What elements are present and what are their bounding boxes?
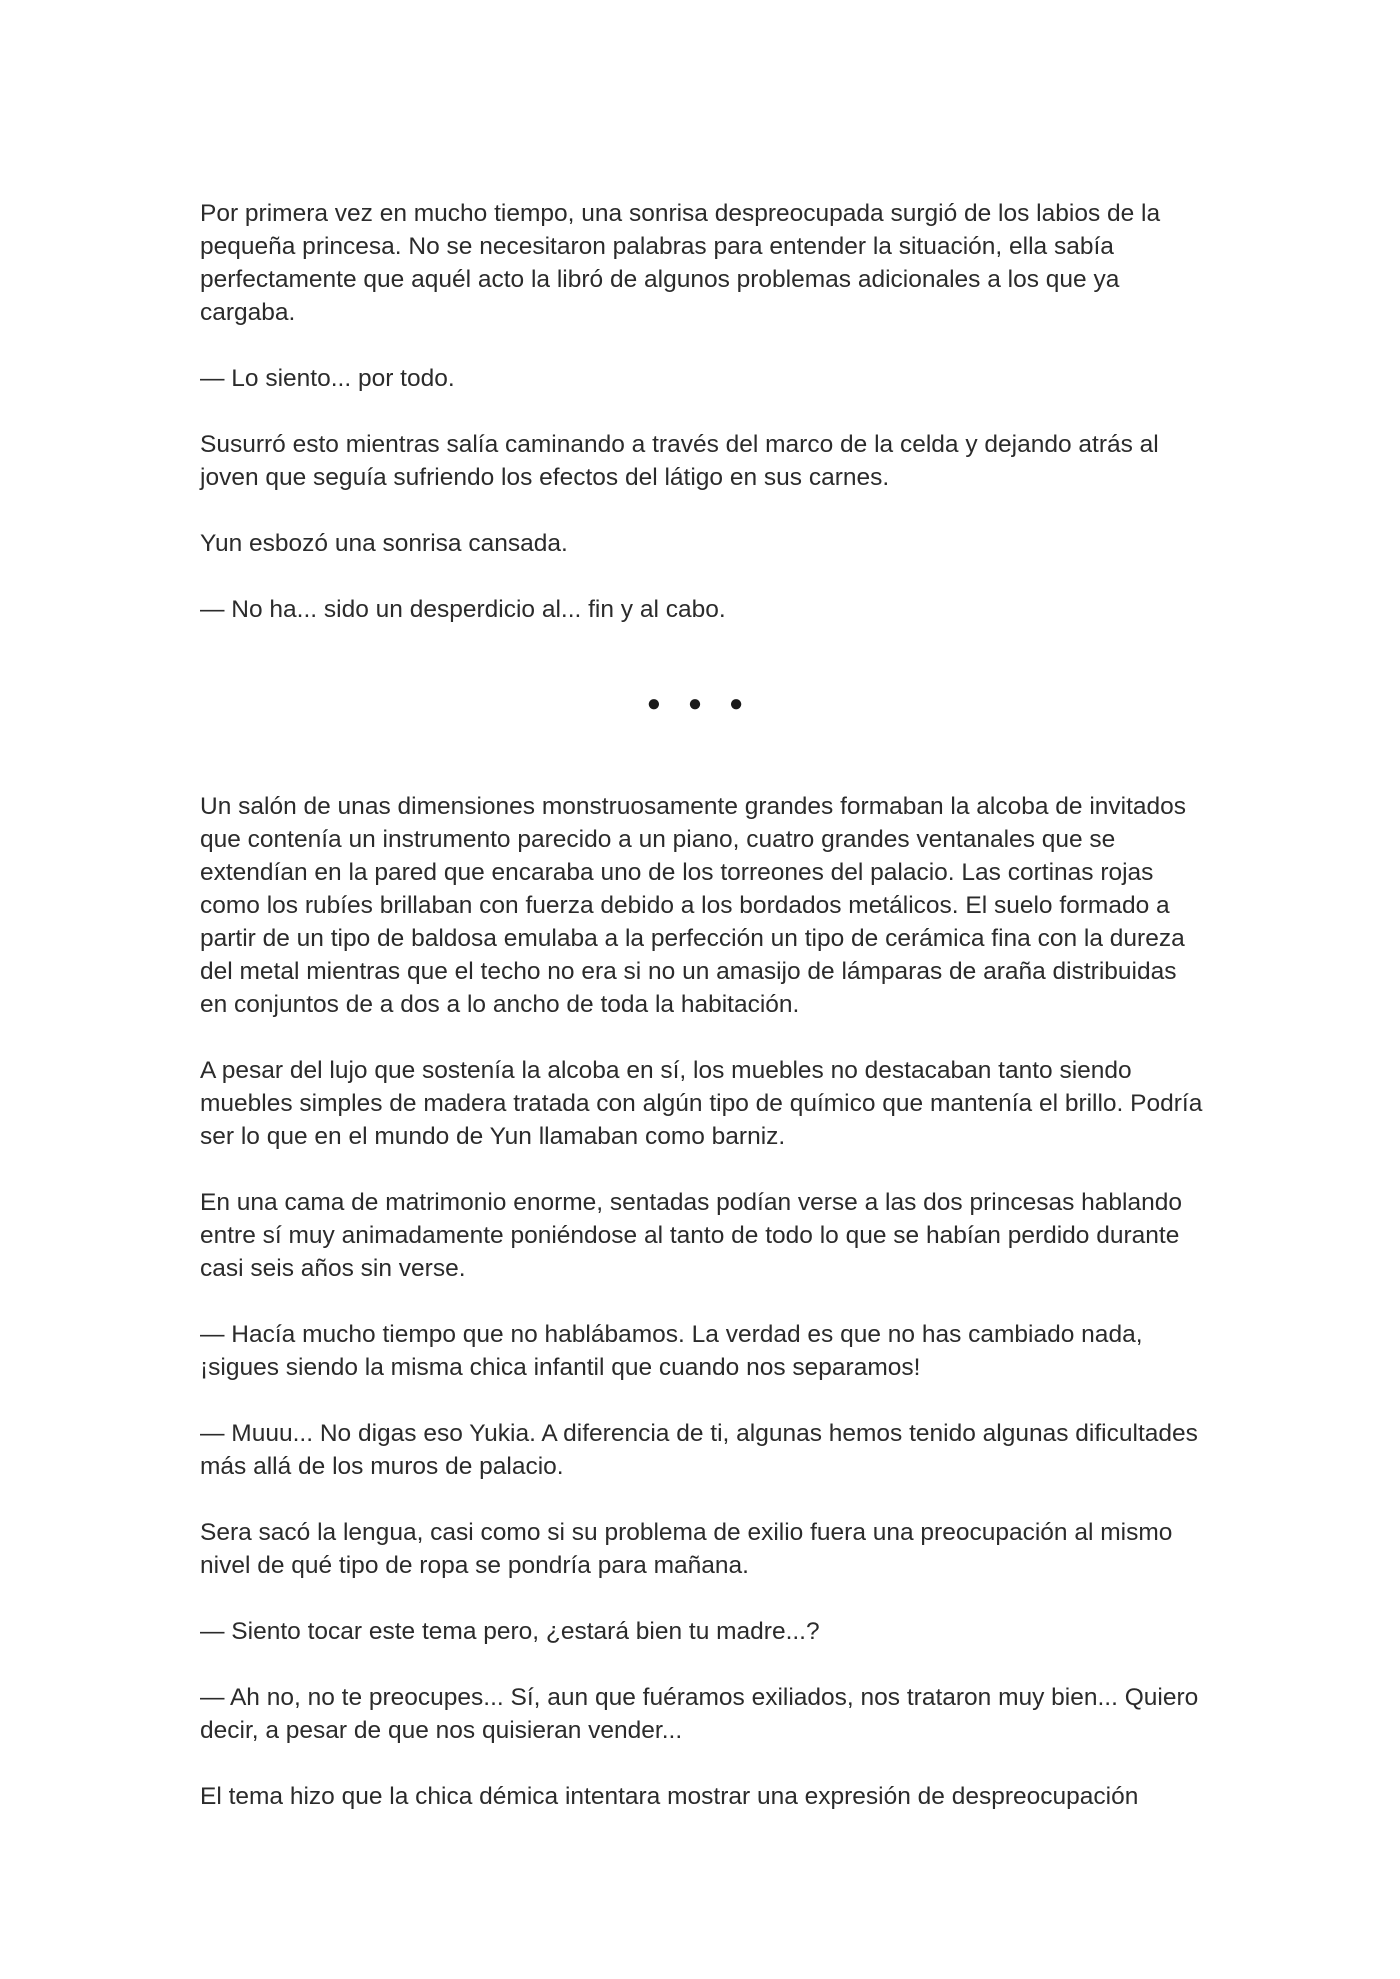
dialogue-line: — Lo siento... por todo. <box>200 365 455 392</box>
dialogue-line: — Hacía mucho tiempo que no hablábamos. La verdad es que no has cambiado nada, ¡sigues siendo la misma chica infantil que cuando nos separamos! <box>200 1321 1143 1381</box>
scene-separator: ● ● ● <box>646 690 754 717</box>
dialogue-line: — Siento tocar este tema pero, ¿estará bien tu madre...? <box>200 1618 820 1645</box>
text-section-2 <box>200 790 1210 1846</box>
paragraph: Sera sacó la lengua, casi como si su problema de exilio fuera una preocupación al mismo nivel de qué tipo de ropa se pondría para mañana. <box>200 1519 1173 1579</box>
paragraph: A pesar del lujo que sostenía la alcoba en sí, los muebles no destacaban tanto siendo muebles simples de madera tratada con algún tipo de químico que mantenía el brillo. Podría ser lo que en el mundo de Yun llamaban como barniz. <box>200 1057 1203 1150</box>
text-section-1 <box>200 197 1210 659</box>
paragraph: Un salón de unas dimensiones monstruosamente grandes formaban la alcoba de invitados que contenía un instrumento parecido a un piano, cuatro grandes ventanales que se extendían en la pared que encaraba uno de los torreones del palacio. Las cortinas rojas como los rubíes brillaban con fuerza debido a los bordados metálicos. El suelo formado a partir de un tipo de baldosa emulaba a la perfección un tipo de cerámica fina con la dureza del metal mientras que el techo no era si no un amasijo de lámparas de araña distribuidas en conjuntos de a dos a lo ancho de toda la habitación. <box>200 793 1187 1018</box>
dialogue-line: — No ha... sido un desperdicio al... fin y al cabo. <box>200 596 726 623</box>
paragraph: Susurró esto mientras salía caminando a través del marco de la celda y dejando atrás al joven que seguía sufriendo los efectos del látigo en sus carnes. <box>200 431 1159 491</box>
dialogue-line: — Muuu... No digas eso Yukia. A diferencia de ti, algunas hemos tenido algunas dificultades más allá de los muros de palacio. <box>200 1420 1198 1480</box>
paragraph: Por primera vez en mucho tiempo, una sonrisa despreocupada surgió de los labios de la pequeña princesa. No se necesitaron palabras para entender la situación, ella sabía perfectamente que aquél acto la libró de algunos problemas adicionales a los que ya cargaba. <box>200 200 1161 326</box>
dialogue-line: — Ah no, no te preocupes... Sí, aun que fuéramos exiliados, nos trataron muy bien... Quiero decir, a pesar de que nos quisieran vender... <box>200 1684 1199 1744</box>
paragraph: En una cama de matrimonio enorme, sentadas podían verse a las dos princesas hablando entre sí muy animadamente poniéndose al tanto de todo lo que se habían perdido durante casi seis años sin verse. <box>200 1189 1182 1282</box>
paragraph: El tema hizo que la chica démica intentara mostrar una expresión de despreocupación <box>200 1783 1139 1810</box>
paragraph: Yun esbozó una sonrisa cansada. <box>200 530 568 557</box>
